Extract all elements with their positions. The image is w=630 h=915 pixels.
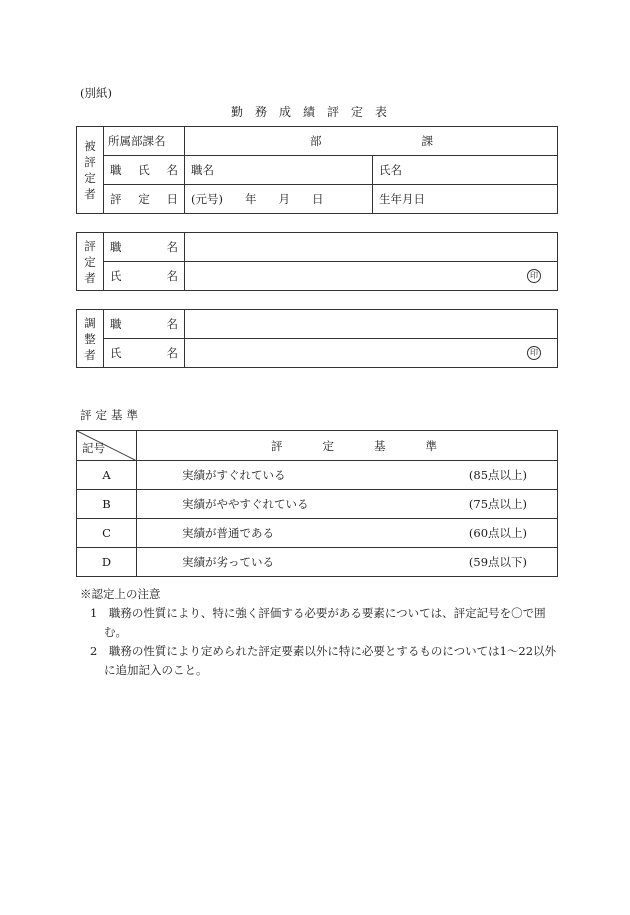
criteria-section-title: 評定基準 (80, 408, 142, 422)
eval-date-field[interactable]: (元号) 年 月 日 (185, 185, 373, 214)
criteria-header: 評 定 基 準 (137, 431, 558, 461)
evaluator-table (76, 232, 558, 291)
grade-criteria: 実績がややすぐれている (75点以上) (137, 490, 558, 519)
grade-symbol: D (77, 548, 137, 577)
notes-heading: ※認定上の注意 (80, 587, 161, 601)
adjuster-name-label: 氏 名 (104, 339, 185, 368)
document-title: 勤務成績評定表 (230, 105, 399, 119)
name-field[interactable]: 氏名 (373, 156, 558, 185)
evaluator-title-field[interactable] (185, 233, 558, 262)
job-title-field[interactable]: 職名 (185, 156, 373, 185)
dept-label: 所属部課名 (104, 127, 185, 156)
adjuster-title-field[interactable] (185, 310, 558, 339)
dept-field[interactable]: 部 課 (185, 127, 558, 156)
eval-date-label: 評 定 日 (104, 185, 185, 214)
seal-icon: 印 (527, 269, 541, 283)
table-row (77, 461, 558, 490)
note-item: 2 職務の性質により定められた評定要素以外に特に必要とするものについては1〜22以外に追加記入のこと。 (90, 644, 557, 677)
grade-criteria: 実績が劣っている (59点以下) (137, 548, 558, 577)
table-row (77, 490, 558, 519)
title-name-label: 職 氏 名 (104, 156, 185, 185)
grade-criteria: 実績が普通である (60点以上) (137, 519, 558, 548)
seal-icon: 印 (527, 346, 541, 360)
evaluator-side-label: 評 定 者 (77, 233, 104, 291)
adjuster-title-label: 職 名 (104, 310, 185, 339)
evaluator-title-label: 職 名 (104, 233, 185, 262)
adjuster-name-field[interactable] (185, 339, 558, 368)
grade-criteria: 実績がすぐれている (85点以上) (137, 461, 558, 490)
grade-symbol: A (77, 461, 137, 490)
note-item: 1 職務の性質により、特に強く評価する必要がある要素については、評定記号を〇で囲む。 (90, 606, 546, 639)
adjuster-side-label: 調 整 者 (77, 310, 104, 368)
table-row (77, 519, 558, 548)
grade-symbol: B (77, 490, 137, 519)
criteria-table (76, 430, 558, 577)
adjuster-table (76, 309, 558, 368)
notes-section (80, 585, 560, 680)
evaluatee-table (76, 126, 558, 214)
birthdate-field[interactable]: 生年月日 (373, 185, 558, 214)
page-note: (別紙) (80, 86, 112, 100)
grade-symbol: C (77, 519, 137, 548)
evaluatee-side-label: 被 評 定 者 (77, 127, 104, 214)
evaluator-name-label: 氏 名 (104, 262, 185, 291)
symbol-header: 記号 (77, 431, 137, 461)
evaluator-name-field[interactable] (185, 262, 558, 291)
table-row (77, 548, 558, 577)
